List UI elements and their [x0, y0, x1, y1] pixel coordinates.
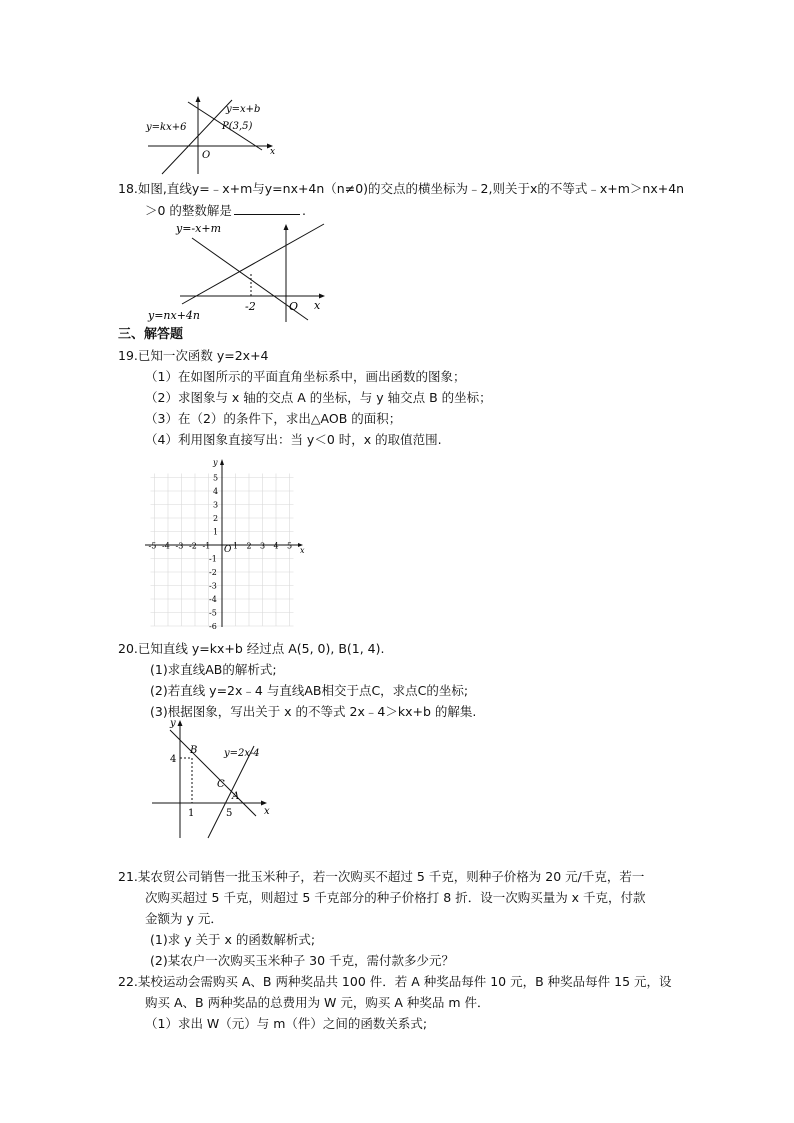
label-tick-1: 1: [188, 808, 195, 819]
y-tick-label: 2: [213, 514, 219, 523]
x-tick-label: 4: [273, 541, 279, 551]
question-21-line-2: 次购买超过 5 千克，则超过 5 千克部分的种子价格打 8 折．设一次购买量为 x 千克，付款: [145, 890, 646, 905]
y-tick-label: -1: [209, 554, 217, 564]
line-y-2x-minus-4: [208, 746, 254, 838]
y-axis-arrow: [196, 96, 201, 102]
label-y-x-plus-b: y=x+b: [226, 104, 261, 115]
question-19-part-4: （4）利用图象直接写出：当 y＜0 时，x 的取值范围.: [145, 432, 442, 447]
question-22-line-2: 购买 A、B 两种奖品的总费用为 W 元，购买 A 种奖品 m 件．: [145, 995, 490, 1010]
question-20-part-3: (3)根据图象，写出关于 x 的不等式 2x﹣4＞kx+b 的解集.: [150, 704, 477, 719]
label-x: x: [314, 299, 321, 312]
question-22-line-1: 22.某校运动会需购买 A、B 两种奖品共 100 件．若 A 种奖品每件 10 元，B 种奖品每件 15 元，设: [118, 974, 672, 989]
y-tick-label: 5: [213, 473, 219, 483]
label-point-p: P(3,5): [222, 121, 253, 132]
y-tick-label: -3: [209, 581, 217, 591]
y-tick-label: -4: [209, 595, 217, 604]
label-tick-neg-2: -2: [245, 300, 256, 313]
label-y: y: [170, 718, 176, 729]
line-nx-plus-4n: [182, 224, 324, 304]
figure-q20: [148, 716, 276, 841]
x-tick-label: -1: [202, 541, 211, 551]
answer-blank[interactable]: [234, 202, 300, 215]
question-18-line-2: [145, 202, 306, 219]
line-y-x-plus-b: [162, 100, 232, 174]
label-tick-4: 4: [170, 754, 177, 765]
question-21-part-1: (1)求 y 关于 x 的函数解析式;: [150, 932, 316, 947]
y-axis-arrow: [220, 459, 224, 465]
question-18-line-1: 18.如图,直线y=﹣x+m与y=nx+4n（n≠0)的交点的横坐标为﹣2,则关于x的不等式﹣x+m＞nx+4n: [118, 181, 685, 196]
label-origin: O: [202, 150, 211, 161]
label-line-2x-4: y=2x-4: [224, 748, 260, 759]
x-axis-arrow: [261, 801, 267, 806]
question-19-stem: 19.已知一次函数 y=2x+4: [118, 348, 269, 363]
question-19-part-3: （3）在（2）的条件下，求出△AOB 的面积；: [145, 411, 402, 426]
label-x: x: [270, 147, 276, 157]
question-20-part-2: (2)若直线 y=2x﹣4 与直线AB相交于点C，求点C的坐标;: [150, 683, 469, 698]
label-x: x: [264, 806, 270, 817]
figure-q19-grid: [140, 455, 310, 630]
question-19-part-1: （1）在如图所示的平面直角坐标系中，画出函数的图象；: [145, 369, 466, 384]
x-tick-label: -3: [175, 541, 184, 551]
x-axis-arrow: [319, 294, 325, 299]
x-tick-label: 1: [233, 541, 239, 551]
label-tick-5: 5: [226, 808, 233, 819]
section-heading: 三、解答题: [118, 327, 184, 342]
question-21-line-1: 21.某农贸公司销售一批玉米种子，若一次购买不超过 5 千克，则种子价格为 20 元/千克，若一: [118, 869, 645, 884]
x-tick-label: 2: [246, 541, 252, 551]
x-tick-label: -4: [162, 541, 170, 551]
y-tick-label: 1: [213, 527, 219, 537]
y-tick-label: -5: [209, 608, 217, 618]
question-18-period: .: [301, 203, 306, 218]
label-x: x: [300, 546, 305, 555]
label-origin: O: [289, 300, 299, 313]
y-tick-label: -2: [209, 568, 217, 577]
figure-q18: [146, 218, 330, 324]
x-tick-label: -2: [189, 541, 197, 551]
y-tick-label: 4: [213, 487, 219, 496]
label-y-kx-plus-6: y=kx+6: [146, 122, 187, 133]
y-tick-label: -6: [209, 622, 217, 630]
label-origin: O: [224, 545, 232, 555]
y-axis-arrow: [178, 720, 183, 726]
x-tick-label: -5: [148, 541, 157, 551]
question-19-part-2: （2）求图象与 x 轴的交点 A 的坐标，与 y 轴交点 B 的坐标；: [145, 390, 492, 405]
x-tick-label: 3: [260, 541, 266, 551]
x-tick-label: 5: [287, 541, 293, 551]
x-tick-labels: [149, 542, 293, 551]
label-neg-x-plus-m: y=-x+m: [176, 222, 221, 235]
question-21-line-3: 金额为 y 元．: [145, 911, 223, 926]
label-nx-plus-4n: y=nx+4n: [148, 309, 201, 322]
label-point-b: B: [190, 745, 198, 756]
question-22-part-1: （1）求出 W（元）与 m（件）之间的函数关系式;: [145, 1016, 428, 1031]
y-axis-arrow: [284, 224, 289, 230]
question-20-stem: 20.已知直线 y=kx+b 经过点 A(5, 0), B(1, 4).: [118, 641, 385, 656]
question-20-part-1: (1)求直线AB的解析式;: [150, 662, 277, 677]
label-point-a: A: [232, 791, 240, 802]
figure-q17: [140, 92, 280, 177]
label-y: y: [213, 458, 218, 467]
y-tick-label: 3: [213, 500, 219, 510]
label-point-c: C: [217, 779, 225, 790]
question-18-text: ＞0 的整数解是: [145, 203, 232, 218]
question-21-part-2: (2)某农户一次购买玉米种子 30 千克，需付款多少元？: [150, 953, 455, 968]
y-tick-labels: [209, 474, 218, 631]
